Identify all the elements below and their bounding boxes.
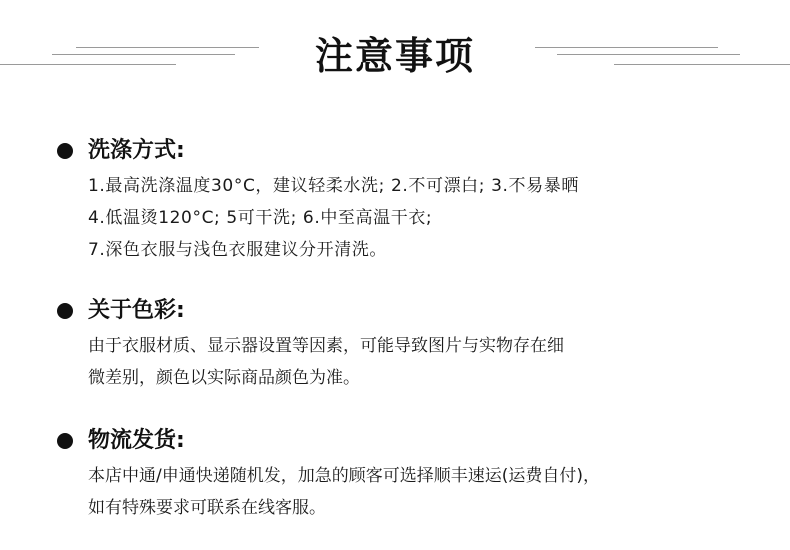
section-heading: 洗涤方式: bbox=[88, 138, 185, 163]
title-decor-line-right-bottom bbox=[614, 64, 790, 65]
section-body-line: 7.深色衣服与浅色衣服建议分开清洗。 bbox=[88, 240, 388, 260]
title-decor-line-right-middle bbox=[557, 54, 740, 55]
section-body-line: 如有特殊要求可联系在线客服。 bbox=[88, 498, 326, 518]
section-body bbox=[88, 170, 579, 266]
page-title: 注意事项 bbox=[314, 34, 475, 78]
title-decor-line-right-top bbox=[535, 47, 718, 48]
section-body-line: 1.最高洗涤温度30°C，建议轻柔水洗; 2.不可漂白; 3.不易暴晒 bbox=[88, 176, 579, 196]
section-body-line: 微差别，颜色以实际商品颜色为准。 bbox=[88, 368, 360, 388]
section-body bbox=[88, 330, 564, 394]
bullet-dot-icon bbox=[57, 433, 73, 449]
section-heading: 物流发货: bbox=[88, 428, 185, 453]
bullet-dot-icon bbox=[57, 143, 73, 159]
section-body bbox=[88, 460, 600, 524]
section-body-line: 4.低温烫120°C; 5可干洗; 6.中至高温干衣; bbox=[88, 208, 433, 228]
bullet-dot-icon bbox=[57, 303, 73, 319]
section-heading: 关于色彩: bbox=[88, 298, 185, 323]
section-body-line: 由于衣服材质、显示器设置等因素，可能导致图片与实物存在细 bbox=[88, 336, 564, 356]
section-body-line: 本店中通/申通快递随机发，加急的顾客可选择顺丰速运(运费自付)， bbox=[88, 466, 600, 486]
